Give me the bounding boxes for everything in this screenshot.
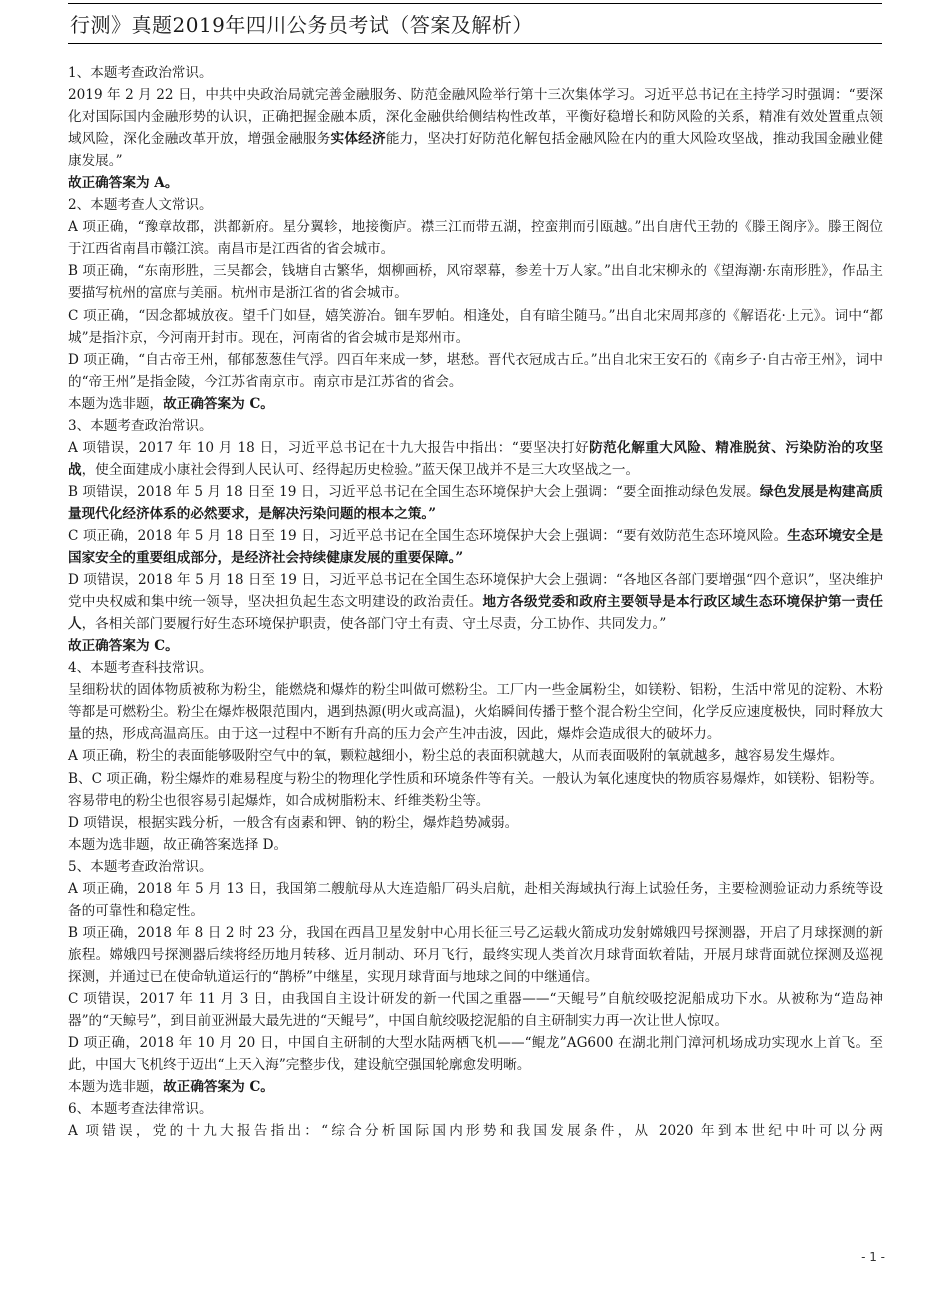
q3-option-a [68,437,883,481]
q2-option-a [68,216,883,260]
text: 4、本题考查科技常识。 [68,660,213,677]
emphasis: 故正确答案为 C。 [163,1079,274,1096]
answer-content [68,62,883,1142]
emphasis: 地方各级党委和政府主要领导是本行政区域生态环境保护第一责任人 [68,594,884,633]
text: 本题为选非题， [68,395,164,412]
q3-option-d [68,569,883,635]
page-title: 行测》真题2019年四川公务员考试（答案及解析） [70,13,533,37]
q4-heading [68,657,883,679]
emphasis: 实体经济 [330,131,386,148]
q4-answer [68,834,883,856]
q2-answer [68,393,883,415]
q1-answer [68,172,883,194]
text: 2019 年 2 月 22 日，中共中央政治局就完善金融服务、防范金融风险举行第十三次集体学习。习近平总书记在主持学习时强调：“要深化对国际国内金融形势的认识，正确把握金融本质，深化金融供给侧结构性改革，平衡好稳增长和防风险的关系，精准有效处置重点领域风险，深化金融改革开放，增强金融服务 [68,87,883,148]
q5-option-d [68,1032,883,1076]
text: 5、本题考查政治常识。 [68,858,213,875]
q4-option-bc [68,768,883,812]
text: ，使全面建成小康社会得到人民认可、经得起历史检验。”蓝天保卫战并不是三大攻坚战之一。 [81,461,640,478]
q4-option-a [68,745,883,767]
text: A 项正确，“豫章故郡，洪都新府。星分翼轸，地接衡庐。襟三江而带五湖，控蛮荆而引瓯越。”出自唐代王勃的《滕王阁序》。滕王阁位于江西省南昌市赣江滨。南昌市是江西省的省会城市。 [68,219,883,258]
text: C 项正确，2018 年 5 月 18 日至 19 日，习近平总书记在全国生态环境保护大会上强调：“要有效防范生态环境风险。 [68,527,788,544]
text: 故正确答案为 C。 [68,638,179,655]
page-number: - 1 - [861,1250,885,1264]
text: D 项错误，根据实践分析，一般含有卤素和钾、钠的粉尘，爆炸趋势减弱。 [68,814,519,831]
text: 本题为选非题， [68,1079,164,1096]
q2-option-d [68,349,883,393]
text: D 项正确，2018 年 10 月 20 日，中国自主研制的大型水陆两栖飞机——“鲲龙”AG600 在湖北荆门漳河机场成功实现水上首飞。至此，中国大飞机终于迈出“上天入海”完整步伐，建设航空强国轮廓愈发明晰。 [68,1035,883,1074]
text: B 项正确，2018 年 8 日 2 时 23 分，我国在西昌卫星发射中心用长征三号乙运载火箭成功发射嫦娥四号探测器，开启了月球探测的新旅程。嫦娥四号探测器后续将经历地月转移、近月制动、环月飞行，最终实现人类首次月球背面软着陆，开展月球背面就位探测及巡视探测，并通过已在使命轨道运行的“鹊桥”中继星，实现月球背面与地球之间的中继通信。 [68,924,883,985]
q2-heading [68,194,883,216]
q1-heading [68,62,883,84]
q6-heading [68,1098,883,1120]
text: 呈细粉状的固体物质被称为粉尘，能燃烧和爆炸的粉尘叫做可燃粉尘。工厂内一些金属粉尘，如镁粉、铝粉，生活中常见的淀粉、木粉等都是可燃粉尘。粉尘在爆炸极限范围内，遇到热源(明火或高温)，火焰瞬间传播于整个混合粉尘空间，化学反应速度极快，同时释放大量的热，形成高温高压。由于这一过程中不断有升高的压力会产生冲击波，因此，爆炸会造成很大的破坏力。 [68,682,883,743]
q1-explanation [68,84,883,172]
emphasis: 生态环境安全是国家安全的重要组成部分，是经济社会持续健康发展的重要保障。” [68,527,883,567]
text: C 项正确，“因念都城放夜。望千门如昼，嬉笑游冶。钿车罗帕。相逢处，自有暗尘随马。”出自北宋周邦彦的《解语花·上元》。词中“都城”是指汴京，今河南开封市。现在，河南省的省会城市是郑州市。 [68,307,883,346]
text: D 项正确，“自古帝王州，郁郁葱葱佳气浮。四百年来成一梦，堪愁。晋代衣冠成古丘。”出自北宋王安石的《南乡子·自古帝王州》，词中的“帝王州”是指金陵，今江苏省南京市。南京市是江苏省的省会。 [68,351,883,390]
text: B 项正确，“东南形胜，三吴都会，钱塘自古繁华，烟柳画桥，风帘翠幕，参差十万人家。”出自北宋柳永的《望海潮·东南形胜》，作品主要描写杭州的富庶与美丽。杭州市是浙江省的省会城市。 [68,263,883,302]
q2-option-b [68,260,883,304]
q2-option-c [68,305,883,349]
q5-option-a [68,878,883,922]
q5-option-b [68,922,883,988]
top-rule [68,3,882,4]
emphasis: 防范化解重大风险、精准脱贫、污染防治的攻坚战 [68,439,883,478]
q3-heading [68,415,883,437]
text: 本题为选非题，故正确答案选择 D。 [68,836,288,853]
q5-heading [68,856,883,878]
text: 6、本题考查法律常识。 [68,1101,213,1118]
q5-option-c [68,988,883,1032]
q3-option-c [68,525,883,569]
text: D 项错误，2018 年 5 月 18 日至 19 日，习近平总书记在全国生态环境保护大会上强调：“各地区各部门要增强“四个意识”，坚决维护党中央权威和集中统一领导，坚决担负起生态文明建设的政治责任。 [68,572,883,611]
text: B、C 项正确，粉尘爆炸的难易程度与粉尘的物理化学性质和环境条件等有关。一般认为氧化速度快的物质容易爆炸，如镁粉、铝粉等。容易带电的粉尘也很容易引起爆炸，如合成树脂粉末、纤维类粉尘等。 [68,770,883,809]
text: 能力，坚决打好防范化解包括金融风险在内的重大风险攻坚战，推动我国金融业健康发展。” [68,131,884,170]
q3-option-b [68,481,883,525]
q5-answer [68,1076,883,1098]
q3-answer [68,635,883,657]
q4-option-d [68,812,883,834]
text: 2、本题考查人文常识。 [68,197,213,214]
q4-background [68,679,883,745]
emphasis: 故正确答案为 C。 [163,395,274,412]
text: B 项错误，2018 年 5 月 18 日至 19 日，习近平总书记在全国生态环境保护大会上强调：“要全面推动绿色发展。 [68,483,760,500]
title-rule [68,43,882,44]
q6-option-a [68,1120,883,1142]
text: A 项错误，党的十九大报告指出：“综合分析国际国内形势和我国发展条件，从 2020 年到本世纪中叶可以分两 [68,1123,883,1140]
text: 1、本题考查政治常识。 [68,65,213,81]
emphasis: 绿色发展是构建高质量现代化经济体系的必然要求，是解决污染问题的根本之策。” [68,483,884,522]
text: C 项错误，2017 年 11 月 3 日，由我国自主设计研发的新一代国之重器——“天鲲号”自航绞吸挖泥船成功下水。从被称为“造岛神器”的“天鲸号”，到目前亚洲最大最先进的“天鲲号”，中国自航绞吸挖泥船的自主研制实力再一次让世人惊叹。 [68,990,883,1030]
text: 故正确答案为 A。 [68,175,179,192]
text: A 项错误，2017 年 10 月 18 日，习近平总书记在十九大报告中指出：“要坚决打好 [68,439,590,456]
text: 3、本题考查政治常识。 [68,417,213,434]
text: A 项正确，粉尘的表面能够吸附空气中的氧，颗粒越细小，粉尘总的表面积就越大，从而表面吸附的氧就越多，越容易发生爆炸。 [68,748,844,765]
text: ，各相关部门要履行好生态环境保护职责，使各部门守土有责、守土尽责，分工协作、共同发力。” [81,616,667,633]
text: A 项正确，2018 年 5 月 13 日，我国第二艘航母从大连造船厂码头启航，赴相关海域执行海上试验任务，主要检测验证动力系统等设备的可靠性和稳定性。 [68,880,883,919]
